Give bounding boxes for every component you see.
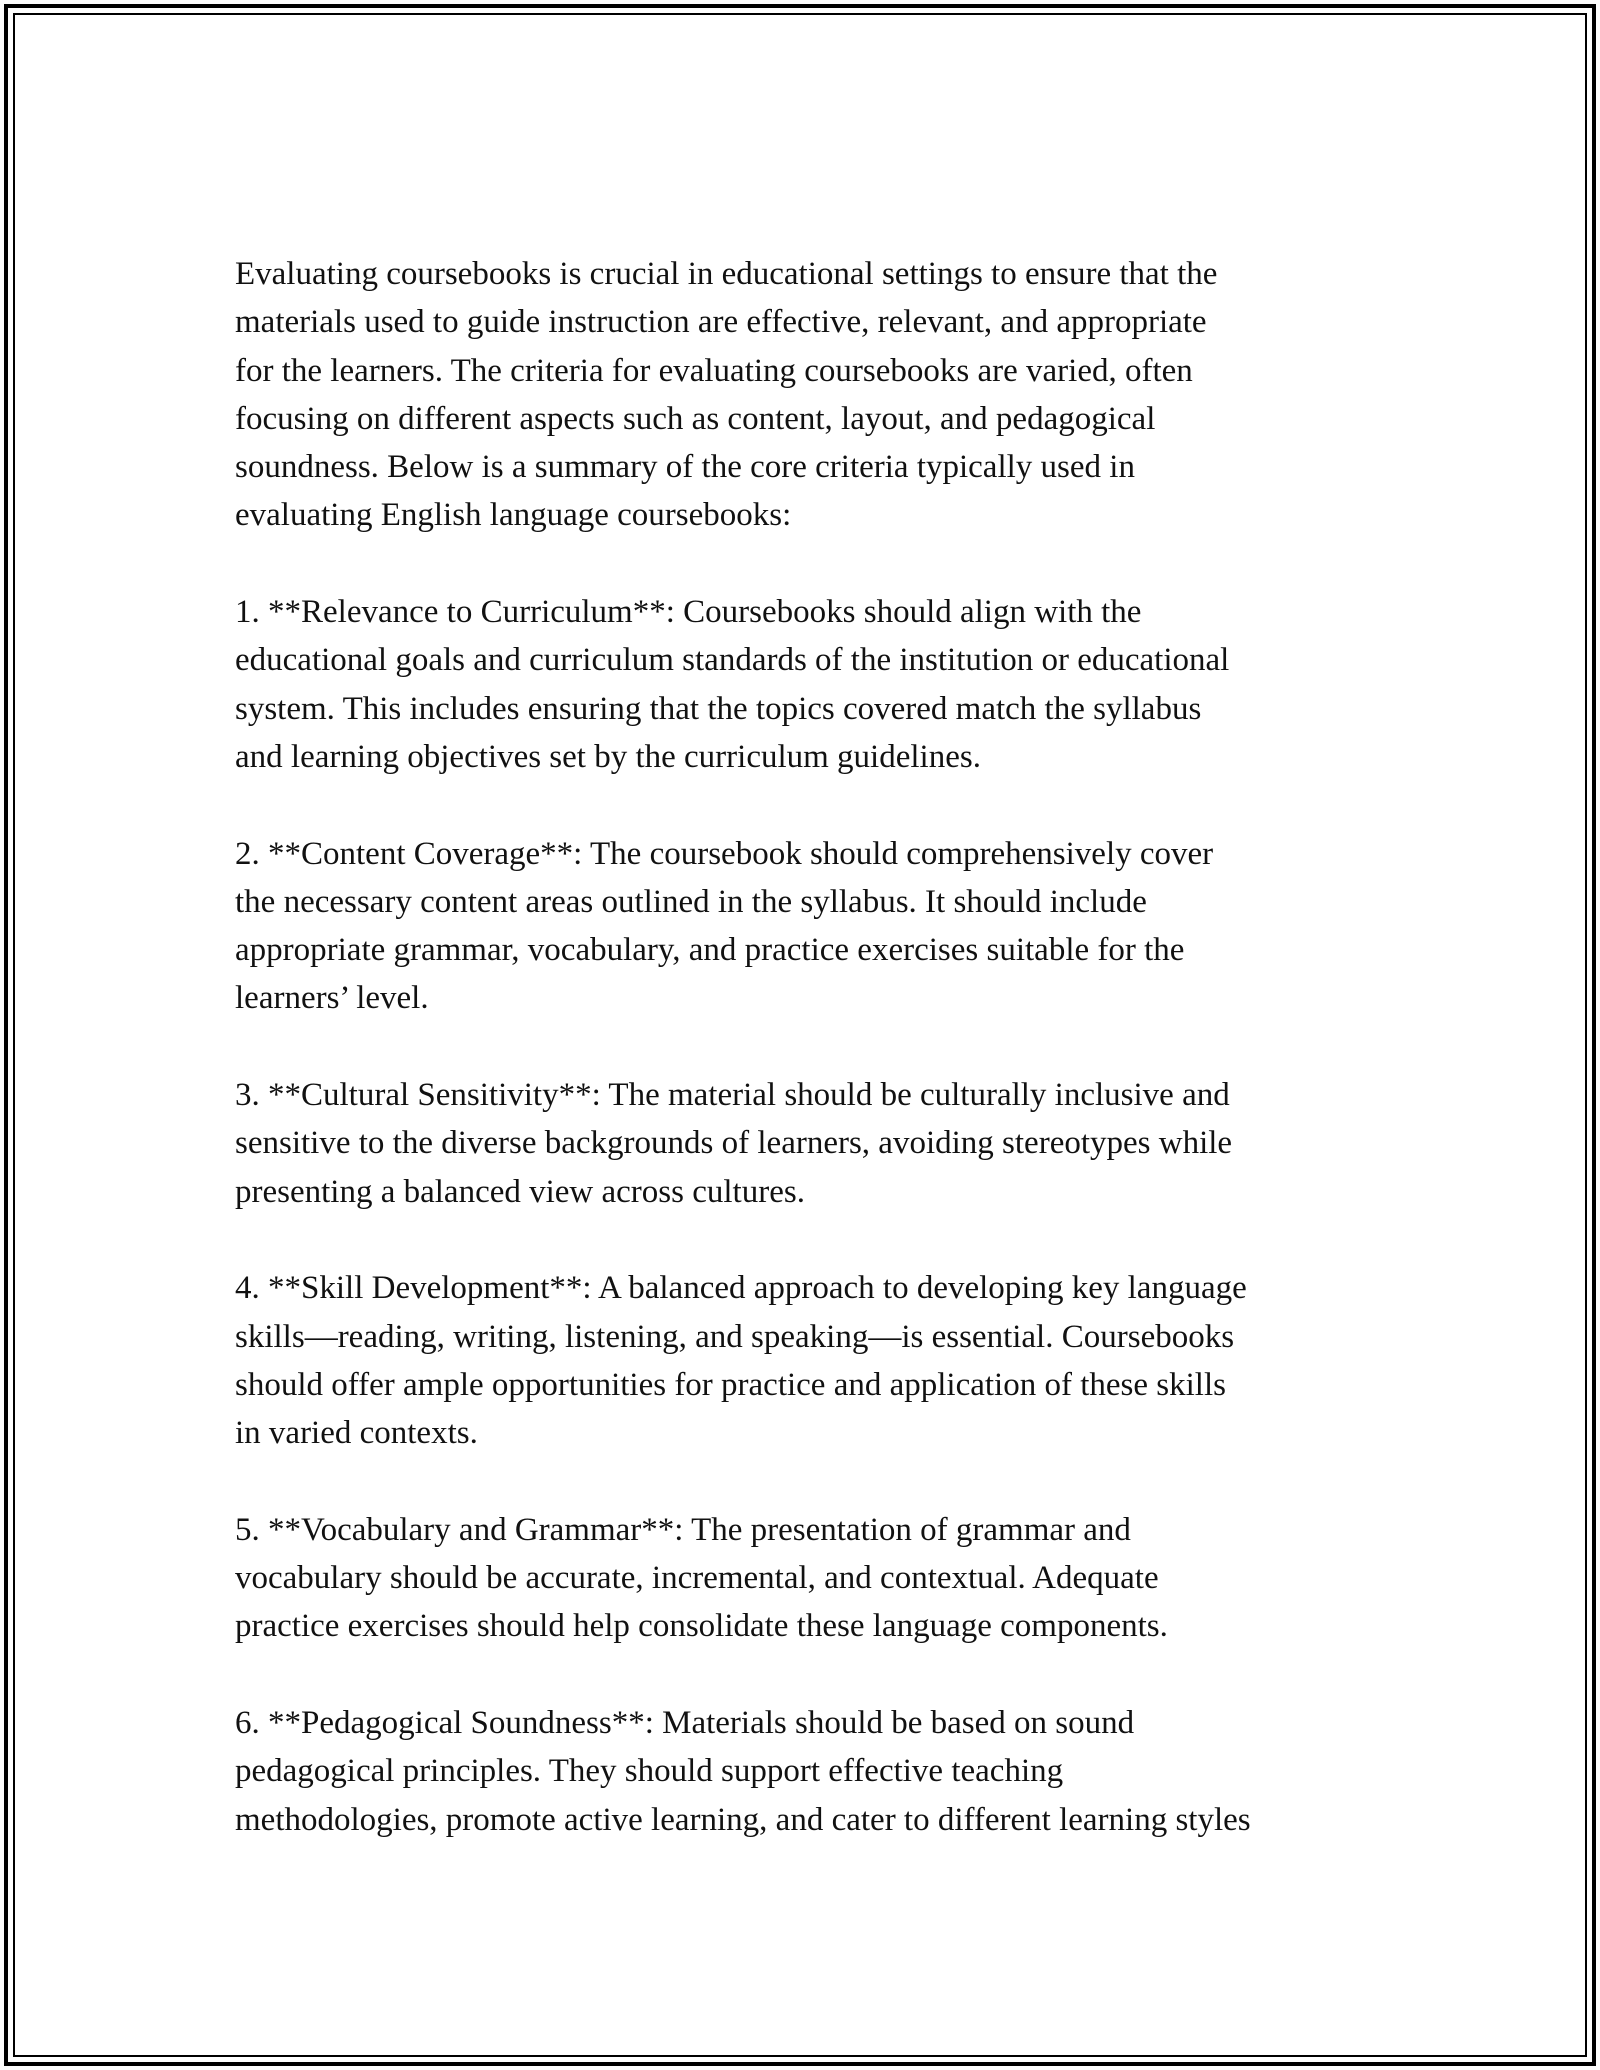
criterion-pedagogical-soundness-paragraph: 6. **Pedagogical Soundness**: Materials should be based on sound pedagogical principles. They should support effective teaching methodologies, promote active learning, and cater to different learning styles (235, 1704, 1251, 1838)
criterion-skill-development-paragraph: 4. **Skill Development**: A balanced approach to developing key language skills—reading, writing, listening, and speaking—is essential. Coursebooks should offer ample opportunities for practice and application of these skills in varied contexts. (235, 1270, 1247, 1452)
criterion-content-coverage-paragraph: 2. **Content Coverage**: The coursebook should comprehensively cover the necessary content areas outlined in the syllabus. It should include appropriate grammar, vocabulary, and practice exercises suitable for the learners’ level. (235, 835, 1214, 1017)
criterion-cultural-sensitivity-paragraph: 3. **Cultural Sensitivity**: The material should be culturally inclusive and sensitive to the diverse backgrounds of learners, avoiding stereotypes while presenting a balanced view across cultures. (235, 1077, 1233, 1210)
intro-paragraph: Evaluating coursebooks is crucial in educational settings to ensure that the materials used to guide instruction are effective, relevant, and appropriate for the learners. The criteria for evaluating coursebooks are varied, often focusing on different aspects such as content, layout, and pedagogical soundness. Below is a summary of the core criteria typically used in evaluating English language coursebooks: (235, 256, 1218, 534)
criterion-relevance-paragraph: 1. **Relevance to Curriculum**: Coursebooks should align with the educational goals and curriculum standards of the institution or educational system. This includes ensuring that the topics covered match the syllabus and learning objectives set by the curriculum guidelines. (235, 594, 1230, 775)
criterion-vocabulary-grammar-paragraph: 5. **Vocabulary and Grammar**: The presentation of grammar and vocabulary should be accurate, incremental, and contextual. Adequate practice exercises should help consolidate these language components. (235, 1511, 1168, 1645)
document-body (235, 250, 1375, 1844)
